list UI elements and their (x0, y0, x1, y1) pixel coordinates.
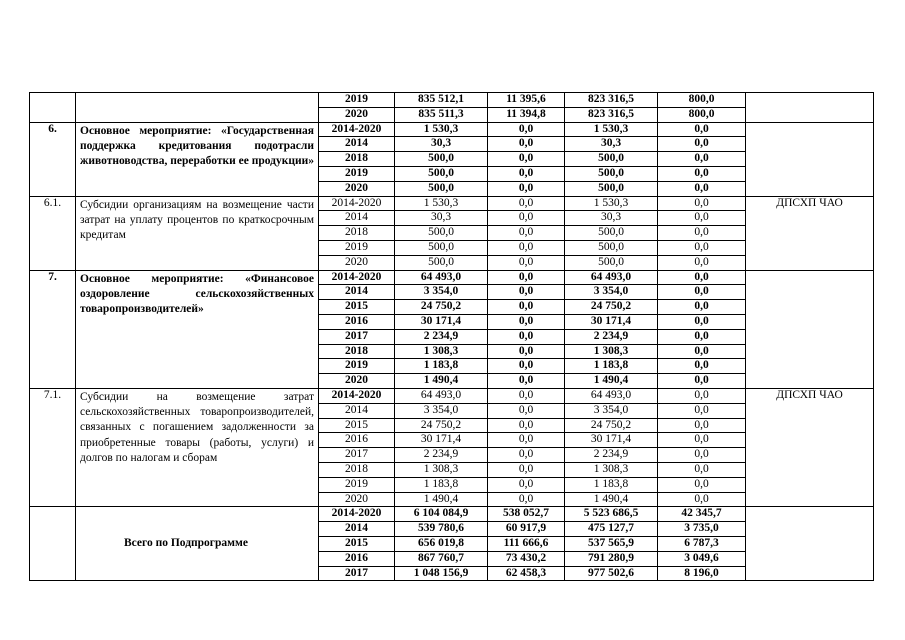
cell-c3: 0,0 (658, 270, 746, 285)
cell-c1: 0,0 (488, 240, 565, 255)
cell-c1: 0,0 (488, 403, 565, 418)
cell-c3: 0,0 (658, 285, 746, 300)
item-number: 6.1. (30, 196, 76, 270)
cell-year: 2020 (319, 374, 395, 389)
cell-c1: 0,0 (488, 388, 565, 403)
cell-total: 1 490,4 (395, 374, 488, 389)
cell-c3: 0,0 (658, 226, 746, 241)
cell-year: 2020 (319, 181, 395, 196)
cell-c2: 500,0 (565, 255, 658, 270)
cell-total: 1 183,8 (395, 477, 488, 492)
cell-c2: 475 127,7 (565, 522, 658, 537)
cell-c2: 3 354,0 (565, 403, 658, 418)
cell-total: 656 019,8 (395, 536, 488, 551)
cell-year: 2017 (319, 566, 395, 581)
cell-c1: 0,0 (488, 448, 565, 463)
item-number: 7.1. (30, 388, 76, 506)
cell-c1: 0,0 (488, 181, 565, 196)
cell-total: 1 183,8 (395, 359, 488, 374)
cell-year: 2016 (319, 433, 395, 448)
cell-c2: 30 171,4 (565, 433, 658, 448)
cell-c2: 500,0 (565, 240, 658, 255)
cell-c1: 0,0 (488, 433, 565, 448)
cell-total: 1 308,3 (395, 344, 488, 359)
cell-total: 64 493,0 (395, 388, 488, 403)
cell-c1: 0,0 (488, 211, 565, 226)
cell-c2: 1 530,3 (565, 196, 658, 211)
item-description: Субсидии организациям на возмещение части затрат на уплату процентов по краткосрочным кредитам (76, 196, 319, 270)
table-row (30, 196, 874, 211)
cell-total: 64 493,0 (395, 270, 488, 285)
cell-total: 3 354,0 (395, 403, 488, 418)
cell-c3: 42 345,7 (658, 507, 746, 522)
cell-year: 2014 (319, 211, 395, 226)
cell-total: 500,0 (395, 226, 488, 241)
cell-total: 30,3 (395, 137, 488, 152)
cell-total: 500,0 (395, 181, 488, 196)
item-description: Основное мероприятие: «Финансовое оздоровление сельскохозяйственных товаропроизводителей» (76, 270, 319, 388)
cell-year: 2017 (319, 448, 395, 463)
executor: ДПСХП ЧАО (746, 388, 874, 506)
cell-total: 2 234,9 (395, 329, 488, 344)
cell-year: 2018 (319, 226, 395, 241)
cell-total: 835 512,1 (395, 93, 488, 108)
cell-c3: 0,0 (658, 329, 746, 344)
cell-c1: 0,0 (488, 226, 565, 241)
table-row (30, 122, 874, 137)
cell-c2: 1 183,8 (565, 477, 658, 492)
cell-year: 2020 (319, 255, 395, 270)
cell-c2: 30,3 (565, 137, 658, 152)
cell-year: 2020 (319, 492, 395, 507)
cell-c2: 1 308,3 (565, 462, 658, 477)
cell-c2: 30 171,4 (565, 314, 658, 329)
cell-c2: 3 354,0 (565, 285, 658, 300)
table-row (30, 93, 874, 108)
cell-c3: 0,0 (658, 137, 746, 152)
cell-total: 500,0 (395, 255, 488, 270)
cell-c1: 73 430,2 (488, 551, 565, 566)
cell-c2: 64 493,0 (565, 388, 658, 403)
cell-year: 2014 (319, 285, 395, 300)
cell-year: 2014-2020 (319, 270, 395, 285)
cell-total: 1 530,3 (395, 196, 488, 211)
cell-total: 24 750,2 (395, 418, 488, 433)
cell-c1: 11 394,8 (488, 107, 565, 122)
cell-c3: 8 196,0 (658, 566, 746, 581)
cell-c3: 0,0 (658, 181, 746, 196)
cell-c3: 800,0 (658, 93, 746, 108)
cell-c2: 30,3 (565, 211, 658, 226)
cell-total: 835 511,3 (395, 107, 488, 122)
cell-c2: 2 234,9 (565, 448, 658, 463)
cell-c3: 0,0 (658, 255, 746, 270)
cell-year: 2014-2020 (319, 122, 395, 137)
cell-c1: 11 395,6 (488, 93, 565, 108)
cell-c3: 0,0 (658, 433, 746, 448)
cell-year: 2014 (319, 403, 395, 418)
cell-c3: 0,0 (658, 374, 746, 389)
cell-c1: 0,0 (488, 166, 565, 181)
cell-total: 6 104 084,9 (395, 507, 488, 522)
cell-year: 2014-2020 (319, 196, 395, 211)
cell-total: 30 171,4 (395, 433, 488, 448)
cell-c1: 0,0 (488, 255, 565, 270)
cell-year: 2020 (319, 107, 395, 122)
item-number: 7. (30, 270, 76, 388)
cell-c1: 0,0 (488, 492, 565, 507)
cell-year: 2014-2020 (319, 388, 395, 403)
cell-total: 1 490,4 (395, 492, 488, 507)
cell-c2: 1 530,3 (565, 122, 658, 137)
executor (746, 122, 874, 196)
cell-total: 539 780,6 (395, 522, 488, 537)
cell-c3: 3 735,0 (658, 522, 746, 537)
cell-year: 2016 (319, 314, 395, 329)
item-description: Субсидии на возмещение затрат сельскохозяйственных товаропроизводителей, связанных с погашением задолженности за приобретенные товары (работы, услуги) и долгов по налогам и сборам (76, 388, 319, 506)
cell-c3: 0,0 (658, 166, 746, 181)
cell-c3: 0,0 (658, 477, 746, 492)
cell-c1: 0,0 (488, 477, 565, 492)
cell-c1: 0,0 (488, 418, 565, 433)
cell-c3: 0,0 (658, 344, 746, 359)
cell-total: 1 530,3 (395, 122, 488, 137)
cell-c1: 0,0 (488, 196, 565, 211)
cell-c1: 0,0 (488, 270, 565, 285)
cell-c3: 0,0 (658, 211, 746, 226)
cell-c1: 0,0 (488, 300, 565, 315)
cell-c3: 0,0 (658, 152, 746, 167)
cell-c2: 5 523 686,5 (565, 507, 658, 522)
item-number (30, 93, 76, 123)
cell-c3: 0,0 (658, 300, 746, 315)
cell-c2: 977 502,6 (565, 566, 658, 581)
cell-c3: 0,0 (658, 388, 746, 403)
cell-c2: 823 316,5 (565, 93, 658, 108)
cell-c1: 111 666,6 (488, 536, 565, 551)
cell-c3: 800,0 (658, 107, 746, 122)
cell-year: 2014 (319, 522, 395, 537)
item-number: 6. (30, 122, 76, 196)
cell-total: 30 171,4 (395, 314, 488, 329)
cell-c3: 0,0 (658, 418, 746, 433)
cell-c2: 500,0 (565, 181, 658, 196)
cell-year: 2019 (319, 166, 395, 181)
cell-c2: 537 565,9 (565, 536, 658, 551)
budget-table (29, 92, 874, 581)
cell-c3: 0,0 (658, 448, 746, 463)
table-row (30, 507, 874, 522)
cell-c1: 0,0 (488, 314, 565, 329)
cell-year: 2019 (319, 240, 395, 255)
item-number (30, 507, 76, 581)
executor (746, 270, 874, 388)
cell-c3: 3 049,6 (658, 551, 746, 566)
cell-year: 2015 (319, 418, 395, 433)
cell-c1: 60 917,9 (488, 522, 565, 537)
cell-c3: 0,0 (658, 196, 746, 211)
cell-year: 2014-2020 (319, 507, 395, 522)
cell-c2: 791 280,9 (565, 551, 658, 566)
cell-c1: 0,0 (488, 122, 565, 137)
cell-c2: 24 750,2 (565, 300, 658, 315)
cell-year: 2016 (319, 551, 395, 566)
cell-c1: 538 052,7 (488, 507, 565, 522)
cell-year: 2015 (319, 300, 395, 315)
cell-year: 2015 (319, 536, 395, 551)
cell-c1: 62 458,3 (488, 566, 565, 581)
cell-year: 2019 (319, 359, 395, 374)
cell-year: 2018 (319, 344, 395, 359)
cell-total: 30,3 (395, 211, 488, 226)
cell-total: 1 308,3 (395, 462, 488, 477)
cell-c2: 500,0 (565, 226, 658, 241)
cell-c2: 500,0 (565, 166, 658, 181)
cell-year: 2014 (319, 137, 395, 152)
item-description: Всего по Подпрограмме (76, 507, 319, 581)
cell-c1: 0,0 (488, 462, 565, 477)
cell-c1: 0,0 (488, 344, 565, 359)
cell-year: 2017 (319, 329, 395, 344)
cell-c3: 0,0 (658, 314, 746, 329)
cell-c2: 1 183,8 (565, 359, 658, 374)
cell-c1: 0,0 (488, 329, 565, 344)
cell-total: 867 760,7 (395, 551, 488, 566)
cell-total: 1 048 156,9 (395, 566, 488, 581)
table-row (30, 388, 874, 403)
cell-c2: 1 490,4 (565, 374, 658, 389)
cell-c3: 0,0 (658, 240, 746, 255)
cell-c3: 0,0 (658, 122, 746, 137)
cell-total: 24 750,2 (395, 300, 488, 315)
cell-c3: 0,0 (658, 462, 746, 477)
cell-c3: 0,0 (658, 359, 746, 374)
executor: ДПСХП ЧАО (746, 196, 874, 270)
cell-total: 2 234,9 (395, 448, 488, 463)
cell-year: 2019 (319, 93, 395, 108)
cell-total: 500,0 (395, 166, 488, 181)
table-row (30, 270, 874, 285)
cell-c1: 0,0 (488, 285, 565, 300)
cell-c2: 823 316,5 (565, 107, 658, 122)
cell-c1: 0,0 (488, 137, 565, 152)
cell-total: 500,0 (395, 240, 488, 255)
cell-c2: 500,0 (565, 152, 658, 167)
cell-year: 2019 (319, 477, 395, 492)
cell-year: 2018 (319, 462, 395, 477)
cell-c2: 2 234,9 (565, 329, 658, 344)
executor (746, 93, 874, 123)
cell-c1: 0,0 (488, 374, 565, 389)
item-description (76, 93, 319, 123)
cell-c2: 64 493,0 (565, 270, 658, 285)
cell-total: 500,0 (395, 152, 488, 167)
cell-year: 2018 (319, 152, 395, 167)
cell-total: 3 354,0 (395, 285, 488, 300)
cell-c1: 0,0 (488, 152, 565, 167)
cell-c2: 1 490,4 (565, 492, 658, 507)
executor (746, 507, 874, 581)
cell-c3: 6 787,3 (658, 536, 746, 551)
item-description: Основное мероприятие: «Государственная поддержка кредитования подотрасли животноводства, переработки ее продукции» (76, 122, 319, 196)
cell-c2: 1 308,3 (565, 344, 658, 359)
cell-c3: 0,0 (658, 403, 746, 418)
cell-c3: 0,0 (658, 492, 746, 507)
cell-c1: 0,0 (488, 359, 565, 374)
cell-c2: 24 750,2 (565, 418, 658, 433)
